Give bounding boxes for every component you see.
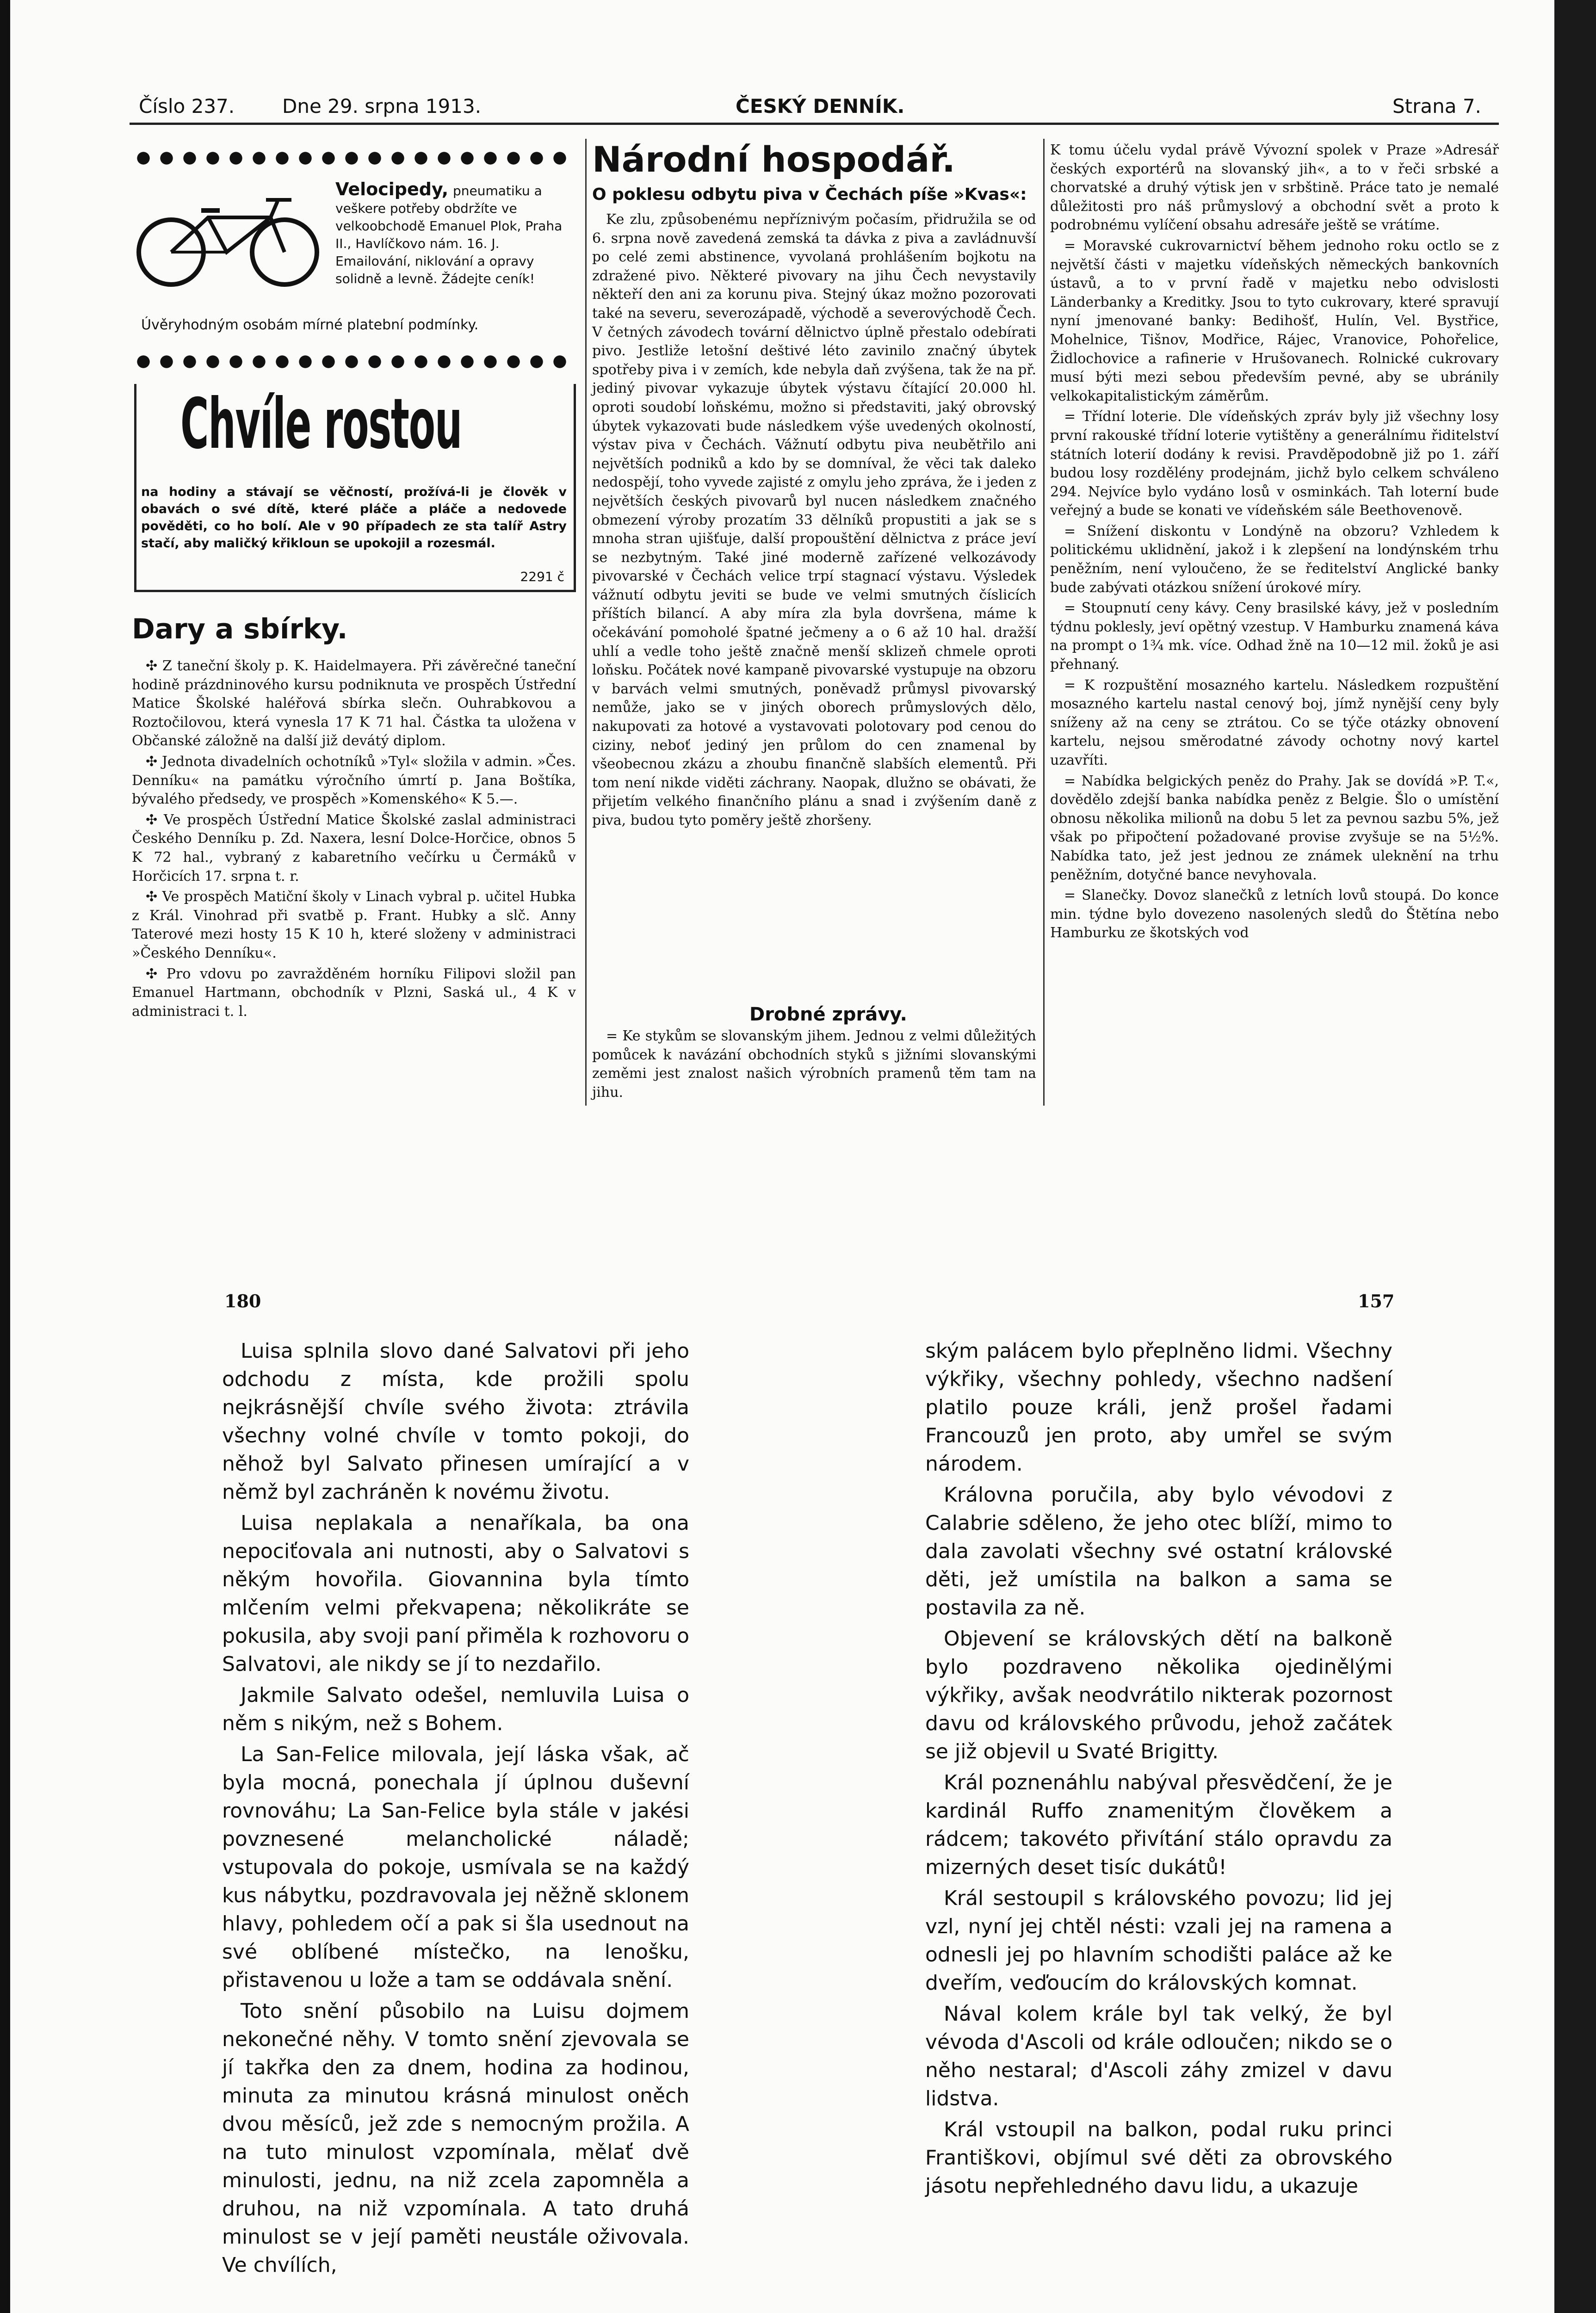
lower-left-paragraph: Toto snění působilo na Luisu dojmem nekonečné něhy. V tomto snění zjevovala se jí takřka den za dnem, hodina za hodinou, minuta za minutou krásná minulost oněch dvou měsíců, jež zde s nemocným prožila. A na tuto minulost vzpomínala, mělať dvě minulosti, jednu, na niž zcela zapomněla a druhou, na niž vzpomínala. A tato druhá minulost se v její paměti neustále oživovala. Ve chvílích, [222, 1999, 689, 2277]
lower-left-paragraph: Luisa neplakala a nenaříkala, ba ona nepociťovala ani nutnosti, aby o Salvatovi s někým hovořila. Giovannina byla tímto mlčením velmi překvapena; několikráte se pokusila, aby svoji paní přiměla k rozhovoru o Salvatovi, ale nikdy se jí to nezdařilo. [222, 1511, 690, 1676]
lower-right-page-number: 157 [1358, 1291, 1395, 1311]
narodni-heading: Národní hospodář. [592, 139, 955, 180]
page-edge-left [0, 0, 10, 2313]
right-paragraph: = K rozpuštění mosazného kartelu. Následkem rozpuštění mosazného kartelu nastal cenový boj, jímž nynější ceny byly sníženy až na ceny se ztrátou. Co se týče otázky obnovení kartelu, nejsou směrodatné závody ochotny nový kartel uzavříti. [1050, 677, 1499, 768]
lower-right-page [925, 1337, 1392, 2203]
ad-bicycle-lead: Velocipedy, [335, 179, 449, 199]
dary-item: ✣ Ve prospěch Ústřední Matice Školské zaslal administraci Českého Denníku p. Zd. Naxera, lesní Dolce-Horčice, obnos 5 K 72 hal., vybraný z kabaretního večírku u Čermáků v Horčicích 17. srpna t. r. [132, 811, 576, 884]
lower-right-paragraph: ským palácem bylo přeplněno lidmi. Všechny výkřiky, všechny pohledy, všechno nadšení platilo pouze králi, jenž prošel řadami Francouzů jen proto, aby umřel se svým národem. [925, 1339, 1392, 1476]
lower-left-page [222, 1337, 689, 2282]
column-divider [1043, 139, 1045, 1106]
ad-bicycle [132, 178, 576, 333]
right-paragraph: = Moravské cukrovarnictví během jednoho roku octlo se z největší části v majetku vídeňských německých bankovních ústavů, a to v první řadě v majetku nebo odvislosti Länderbanky a Kreditky. Jsou to tyto cukrovary, které spravují nyní jmenované banky: Bedihošť, Hulín, Vel. Bystřice, Mohelnice, Tišnov, Modřice, Rájec, Vranovice, Pohořelice, Židlochovice a rafinerie v Hrušovanech. Rolnické cukrovary musí býti mezi sebou především pevné, aby se ubránily velkokapitalistickým záměrům. [1050, 237, 1499, 404]
ad-astry [134, 384, 576, 592]
right-paragraph: = Třídní loterie. Dle vídeňských zpráv byly již všechny losy první rakouské třídní loterie vytištěny a generálnímu řiditelství státních loterií dodány k revisi. Pravděpodobně již po 1. září budou losy rozdělény prodejnám, jichž bylo celkem schváleno 294. Nejvíce bylo vydáno losů v osminkách. Tah loterní bude veřejný a bude se konati ve vídeňském sále Beethovenově. [1050, 408, 1499, 519]
header-rule [130, 123, 1499, 125]
right-paragraph: K tomu účelu vydal právě Vývozní spolek v Praze »Adresář českých exportérů na slovanský jih«, a to v řeči srbské a chorvatské a druhý výtisk jen v srbštině. Práce tato je nemalé důležitosti pro náš průmyslový a obchodní svět a proto k podrobnému vylíčení obsahu adresáře ještě se vrátíme. [1050, 142, 1499, 234]
lower-left-paragraph: La San-Felice milovala, její láska však, ač byla mocná, ponechala jí úplnou duševní rovnováhu; La San-Felice byla stále v jakési povznesené melancholické náladě; vstupovala do pokoje, usmívala se na každý kus nábytku, pozdravovala jej něžně sklonem hlavy, pohledem očí a pak si šla usednout na své oblíbené místečko, na lenošku, přistavenou u lože a tam se oddávala snění. [222, 1743, 689, 1992]
ornament-border-top [132, 148, 576, 168]
lower-left-paragraph: Luisa splnila slovo dané Salvatovi při jeho odchodu z místa, kde prožili spolu nejkrásnější chvíle svého života: ztrávila všechny volné chvíle v tomto pokoji, do něhož byl Salvato přinesen umírající a v němž byl zachráněn k novému životu. [222, 1339, 689, 1504]
ad-bicycle-body: pneumatiku a veškere potřeby obdržíte ve velkoobchodě Emanuel Plok, Praha II., Havlíčkovo nám. 16. J. Emailování, niklování a opravy solidně a levně. Žádejte ceník! [335, 183, 563, 286]
right-paragraph: = Snížení diskontu v Londýně na obzoru? Vzhledem k politickému uklidnění, jakož i k zlepšení na londýnském trhu peněžním, není vyloučeno, že se ředitelství Anglické banky bude zabývati otázkou snížení úrokové míry. [1050, 523, 1499, 596]
ad-astry-number: 2291 č [520, 569, 564, 584]
lower-right-paragraph: Objevení se královských dětí na balkoně bylo pozdraveno několika ojedinělými výkřiky, avšak neodvrátilo nikterak pozornost davu od královského průvodu, jehož začátek se již objevil u Svaté Brigitty. [925, 1627, 1392, 1763]
lower-right-paragraph: Nával kolem krále byl tak velký, že byl vévoda d'Ascoli od krále odloučen; nikdo se o něho nestaral; d'Ascoli záhy zmizel v davu lidstva. [925, 2002, 1392, 2110]
bicycle-illustration [132, 190, 326, 287]
page-number: Strana 7. [1392, 95, 1481, 118]
lower-left-page-number: 180 [224, 1291, 261, 1311]
narodni-article [592, 210, 1036, 832]
right-paragraph: = Stoupnutí ceny kávy. Ceny brasilské kávy, jež v posledním týdnu poklesly, jeví opětný vzestup. V Hamburku znamená káva na prompt o 1¾ mk. více. Odhad žně na 10—12 mil. žoků je asi přehnaný. [1050, 600, 1499, 673]
lower-left-paragraph: Jakmile Salvato odešel, nemluvila Luisa o něm s nikým, než s Bohem. [222, 1683, 689, 1735]
page-edge-right [1554, 0, 1596, 2313]
right-paragraph: = Nabídka belgických peněz do Prahy. Jak se dovídá »P. T.«, dovědělo zdejší banka nabídka peněz z Belgie. Šlo o umístění obnosu několika milionů na dobu 5 let za pevnou sazbu 5%, jež však po připočtení požadované provise zvyšuje se na 5½%. Nabídka tato, jež jest jednou ze známek uleknění na trhu peněžním, dotyčné bance nevyhovala. [1050, 773, 1499, 883]
ad-astry-text: na hodiny a stávají se věčností, prožívá-li je člověk v obavách o své dítě, které pláče a pláče a nedovede pověděti, co ho bolí. Ale v 90 případech ze sta talíř Astry stačí, aby maličký křikloun se upokojil a rozesmál. [141, 485, 567, 550]
ad-bicycle-footer: Úvěryhodným osobám mírné platební podmínky. [141, 317, 479, 333]
ornament-border-bottom [132, 352, 576, 372]
drobne-heading: Drobné zprávy. [749, 1004, 907, 1025]
lower-right-paragraph: Král sestoupil s královského povozu; lid jej vzl, nyní jej chtěl nésti: vzali jej na ramena a odnesli jej po hlavním schodišti paláce až ke dveřím, veďoucím do královských komnat. [925, 1886, 1392, 1995]
dary-item: ✣ Ve prospěch Matiční školy v Linach vybral p. učitel Hubka z Král. Vinohrad při svatbě p. Frant. Hubky a slč. Anny Taterové mezi hosty 15 K 10 h, které složeny v administraci »Českého Denníku«. [132, 889, 576, 961]
ad-bicycle-text [335, 180, 576, 288]
right-column [1050, 141, 1499, 945]
newspaper-title: ČESKÝ DENNÍK. [736, 95, 905, 118]
drobne-paragraph: = Ke stykům se slovanským jihem. Jednou z velmi důležitých pomůcek k navázání obchodních styků s jižními slovanskými zeměmi jest znalost našich výrobních pramenů těm tam na jihu. [592, 1028, 1036, 1101]
narodni-subheading: O poklesu odbytu piva v Čechách píše »Kvas«: [592, 185, 1027, 204]
dary-heading: Dary a sbírky. [132, 613, 348, 645]
column-divider [585, 139, 587, 1106]
lower-right-paragraph: Královna poručila, aby bylo vévodovi z Calabrie sděleno, že jeho otec blíží, mimo to dala zavolati všechny své ostatní královské děti, jež umístila na balkon a sama se postavila za ně. [925, 1483, 1392, 1620]
narodni-paragraph: Ke zlu, způsobenému nepříznivým počasím, přidružila se od 6. srpna nově zavedená zemská ta dávka z piva a zavládnuvší po celé zemi abstinence, vyvolaná prohlášením bojkotu na zdražené pivo. Některé pivovary na jihu Čech nevystavily někteří den ani za korunu piva. Stejný úkaz možno pozorovati také na severu, severozápadě, východě a severovýchodě Čech. V četných závodech tovární dělnictvo úplně přestalo odebírati pivo. Jestliže letošní deštivé léto zavinilo značný úbytek spotřeby piva i v zemích, kde nebyla daň zvýšena, tak že na př. jediný pivovar vykazuje úbytek výstavu čítající 20.000 hl. oproti soudobí loňskému, možno si představiti, jaký obrovský úbytek vykazovati bude následkem výše uvedených okolností, výstav piva v Čechách. Vážnutí odbytu piva neubětřilo ani největších podniků a kdo by se domníval, že věci tak daleko nedospějí, toho vyvede zajisté z omylu jeho zpráva, že i jeden z největších českých pivovarů byl nucen následkem značného obmezení výroby prozatím 33 dělníků propustiti a jak se s mnoha stran ujišťuje, další propouštění dělnictva z práce jeví se nezbytným. Také jiné moderně zařízené velkozávody pivovarské v Čechách velice trpí stagnací výstavu. Výsledek vážnutí odbytu jeviti se bude ve velmi smutných číslicích příštích bilancí. A aby míra zla byla dovršena, máme k očekávání pomoholé špatné ječmeny a o 6 až 10 hal. dražší uhlí a vedle toho ještě značně menší sklizeň chmele oproti loňsku. Počátek nové kampaně pivovarské vystupuje na obzoru v barvách velmi smutných, poněvadž průmysl pivovarský nemůže, jako se v jiných oborech průmyslových dělo, nakupovati za hotové a vystavovati polotovary pod cenou do ciziny, neboť jediný jen průlom do cen znamenal by všeobecnou zkázu a zhoubu finančně slabších elementů. Při tom není nikde viděti záchrany. Naopak, dlužno se obávati, že přijetím velkého finančního plánu a snad i zvýšením daně z piva, budou tyto poměry ještě zhoršeny. [592, 211, 1036, 829]
dary-item: ✣ Z taneční školy p. K. Haidelmayera. Při závěrečné taneční hodině prázdninového kursu podniknuta ve prospěch Ústřední Matice Školské haléřová sbírka slečn. Ouhrabkovou a Roztočilovou, která vynesla 17 K 71 hal. Částka ta uložena v Občanské záložně na další již devátý diplom. [132, 658, 576, 749]
ad-astry-title: Chvíle rostou [180, 384, 462, 464]
right-paragraph: = Slanečky. Dovoz slanečků z letních lovů stoupá. Do konce min. týdne bylo dovezeno nasolených sledů do Štětína nebo Hamburku ze škotských vod [1050, 887, 1499, 941]
issue-date: Dne 29. srpna 1913. [282, 95, 482, 118]
issue-number: Číslo 237. [139, 95, 235, 118]
dary-list [132, 657, 576, 1023]
dary-item: ✣ Pro vdovu po zavražděném horníku Filipovi složil pan Emanuel Hartmann, obchodník v Plzni, Saská ul., 4 K v administraci t. l. [132, 965, 576, 1020]
lower-right-paragraph: Král poznenáhlu nabýval přesvědčení, že je kardinál Ruffo znamenitým člověkem a rádcem; takovéto přivítání stálo opravdu za mizerných deset tisíc dukátů! [925, 1771, 1392, 1879]
lower-right-paragraph: Král vstoupil na balkon, podal ruku princi Františkovi, objímul své děti za obrovského jásotu nepřehledného davu lidu, a ukazuje [925, 2118, 1392, 2198]
drobne-first [592, 1027, 1036, 1104]
dary-item: ✣ Jednota divadelních ochotníků »Tyl« složila v admin. »Čes. Denníku« na památku výročního úmrtí p. Jana Boštíka, bývalého předsedy, ve prospěch »Komenského« K 5.—. [132, 753, 576, 808]
